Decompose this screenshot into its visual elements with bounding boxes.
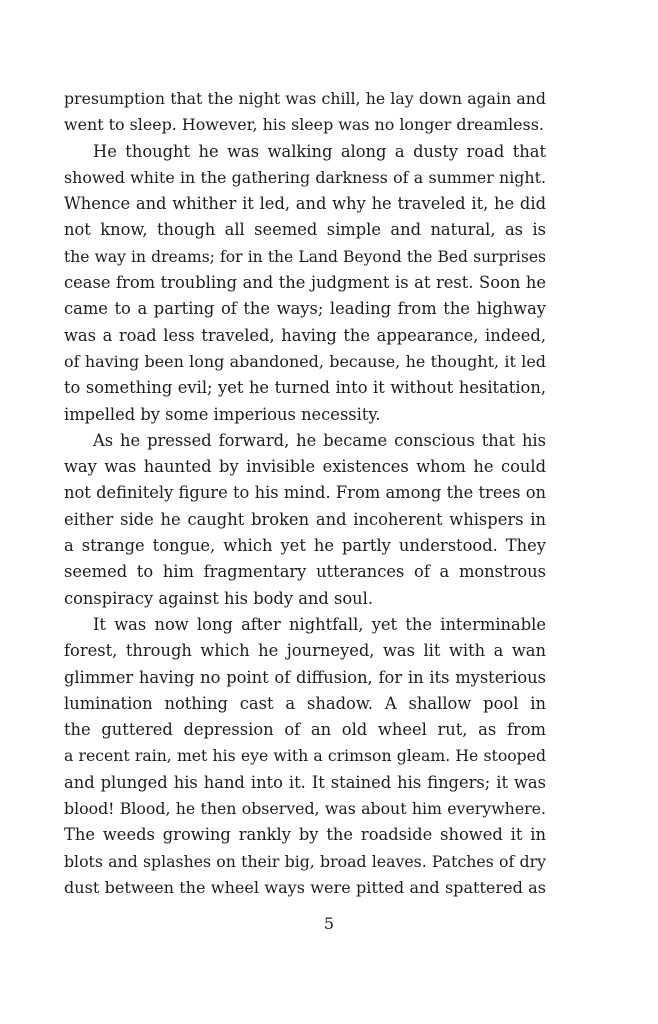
text-line: seemed to him fragmentary utterances of a monstrous xyxy=(64,562,546,582)
text-line: to something evil; yet he turned into it without hesitation, xyxy=(64,378,546,398)
text-line: dust between the wheel ways were pitted and spattered as xyxy=(64,877,546,897)
text-line: came to a parting of the ways; leading from the highway xyxy=(64,299,546,319)
text-line: blood! Blood, he then observed, was about him everywhere. xyxy=(64,799,546,819)
text-line: the way in dreams; for in the Land Beyond the Bed surprises xyxy=(64,247,546,266)
paragraph xyxy=(64,139,546,428)
text-line: glimmer having no point of diffusion, for in its mysterious xyxy=(64,667,546,687)
text-line: conspiracy against his body and soul. xyxy=(64,588,374,608)
text-line: presumption that the night was chill, he lay down again and xyxy=(64,89,546,108)
text-line: of having been long abandoned, because, he thought, it led xyxy=(64,351,546,371)
text-line: He thought he was walking along a dusty road that xyxy=(93,141,546,161)
text-line: a recent rain, met his eye with a crimson gleam. He stooped xyxy=(64,746,546,766)
text-line: It was now long after nightfall, yet the interminable xyxy=(93,614,546,634)
text-line: As he pressed forward, he became conscious that his xyxy=(93,430,546,450)
text-line: not definitely figure to his mind. From among the trees on xyxy=(64,483,546,503)
text-line: The weeds growing rankly by the roadside showed it in xyxy=(64,825,546,845)
text-line: impelled by some imperious necessity. xyxy=(64,404,381,424)
text-line: forest, through which he journeyed, was lit with a wan xyxy=(64,641,546,661)
text-line: was a road less traveled, having the appearance, indeed, xyxy=(64,325,546,345)
text-line: blots and splashes on their big, broad leaves. Patches of dry xyxy=(64,851,546,871)
text-line: cease from troubling and the judgment is at rest. Soon he xyxy=(64,273,546,293)
page-number: 5 xyxy=(323,914,335,933)
text-line: either side he caught broken and incoherent whispers in xyxy=(64,509,546,529)
text-line: the guttered depression of an old wheel rut, as from xyxy=(64,720,546,740)
text-line: showed white in the gathering darkness of a summer night. xyxy=(64,167,546,187)
body-text xyxy=(64,86,546,901)
paragraph xyxy=(64,428,546,612)
text-line: went to sleep. However, his sleep was no longer dreamless. xyxy=(64,115,544,135)
paragraph xyxy=(64,86,546,139)
text-line: a strange tongue, which yet he partly understood. They xyxy=(64,536,546,556)
text-line: Whence and whither it led, and why he traveled it, he did xyxy=(64,194,546,214)
text-line: way was haunted by invisible existences whom he could xyxy=(64,457,546,477)
text-line: and plunged his hand into it. It stained his fingers; it was xyxy=(64,772,546,792)
paragraph xyxy=(64,612,546,901)
text-line: not know, though all seemed simple and natural, as is xyxy=(64,220,546,240)
text-line: lumination nothing cast a shadow. A shallow pool in xyxy=(64,693,546,713)
